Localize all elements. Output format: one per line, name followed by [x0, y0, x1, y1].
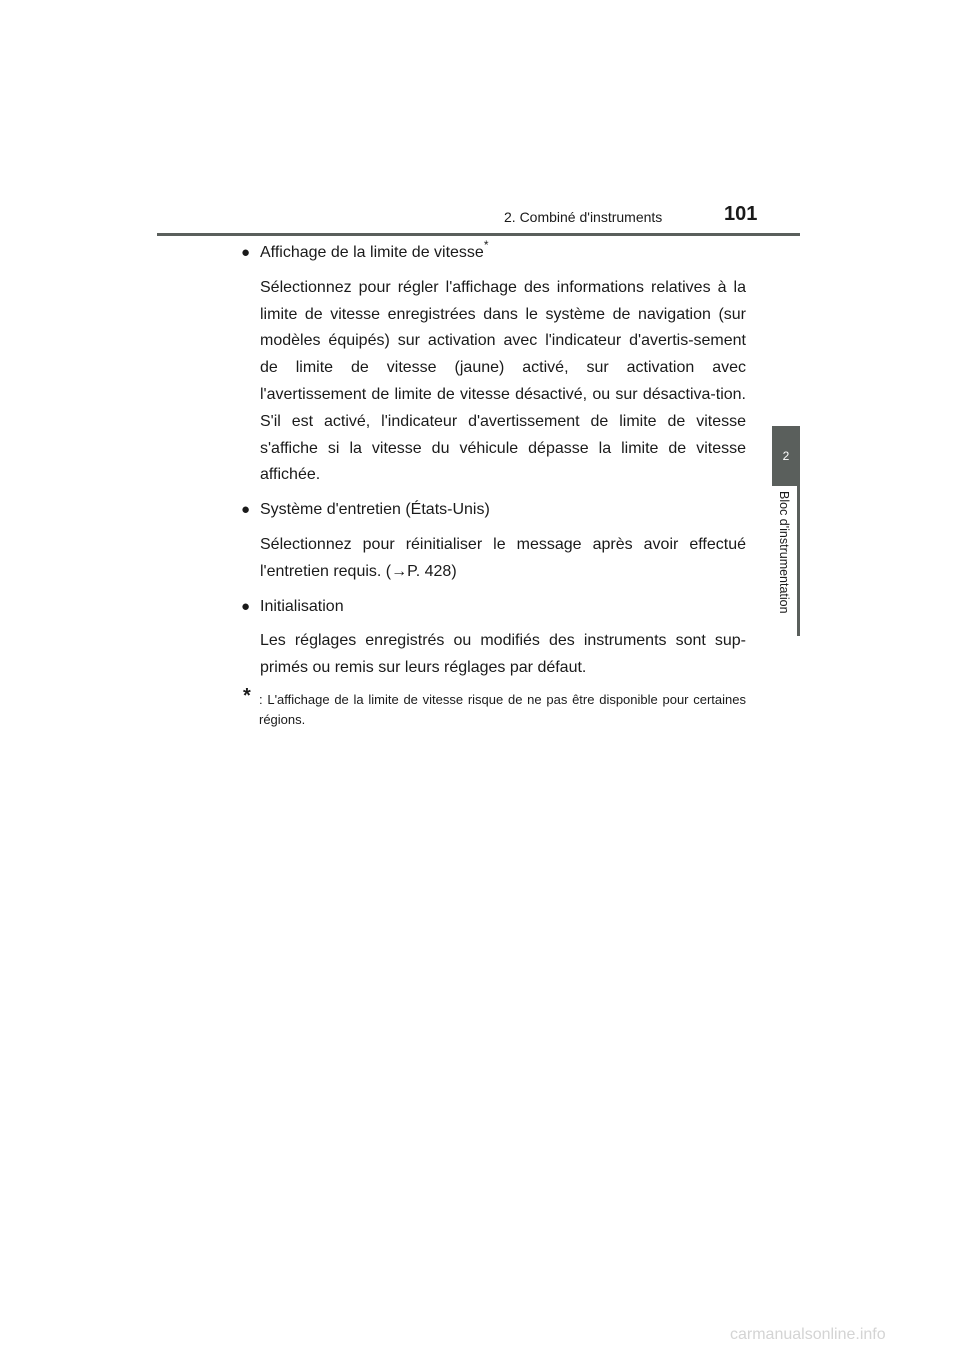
bullet-icon: ●: [241, 597, 251, 615]
page-number: 101: [724, 203, 758, 225]
list-item: [243, 594, 746, 682]
item-title: Initialisation: [260, 597, 344, 615]
list-item: [243, 497, 746, 585]
running-header-section: 2. Combiné d'instruments: [504, 209, 663, 225]
chapter-tab-title: Bloc d'instrumentation: [777, 491, 791, 614]
item-description: Les réglages enregistrés ou modifiés des instruments sont sup-primés ou remis sur leurs réglages par défaut.: [260, 632, 746, 677]
list-item: [241, 237, 746, 489]
footnote-text: : L'affichage de la limite de vitesse risque de ne pas être disponible pour certaines régions.: [259, 691, 746, 727]
bullet-icon: ●: [241, 501, 251, 519]
bullet-icon: ●: [241, 244, 251, 261]
item-title: Système d'entretien (États-Unis): [260, 501, 490, 519]
watermark: carmanualsonline.info: [730, 1326, 886, 1343]
chapter-tab-number: 2: [772, 426, 800, 486]
footnote-mark: *: [243, 684, 251, 707]
header-rule: [157, 233, 800, 236]
item-title: Affichage de la limite de vitesse*: [260, 237, 489, 261]
page-content: [241, 237, 746, 730]
chapter-tab-bar: [797, 486, 800, 636]
asterisk-mark: *: [483, 237, 489, 252]
footnote: [243, 684, 746, 730]
item-description: Sélectionnez pour régler l'affichage des informations relatives à la limite de vitesse enregistrées dans le système de navigation (sur modèles équipés) sur activation avec l'indicateur d'avertis-sement de limite de vitesse (jaune) activé, sur activation avec l'avertissement de limite de vitesse désactivé, ou sur désactiva-tion. S'il est activé, l'indicateur d'avertissement de limite de vitesse s'affiche si la vitesse du véhicule dépasse la limite de vitesse affichée.: [260, 278, 746, 484]
item-description: Sélectionnez pour réinitialiser le message après avoir effectué l'entretien requis. (→P. 428): [260, 535, 746, 580]
